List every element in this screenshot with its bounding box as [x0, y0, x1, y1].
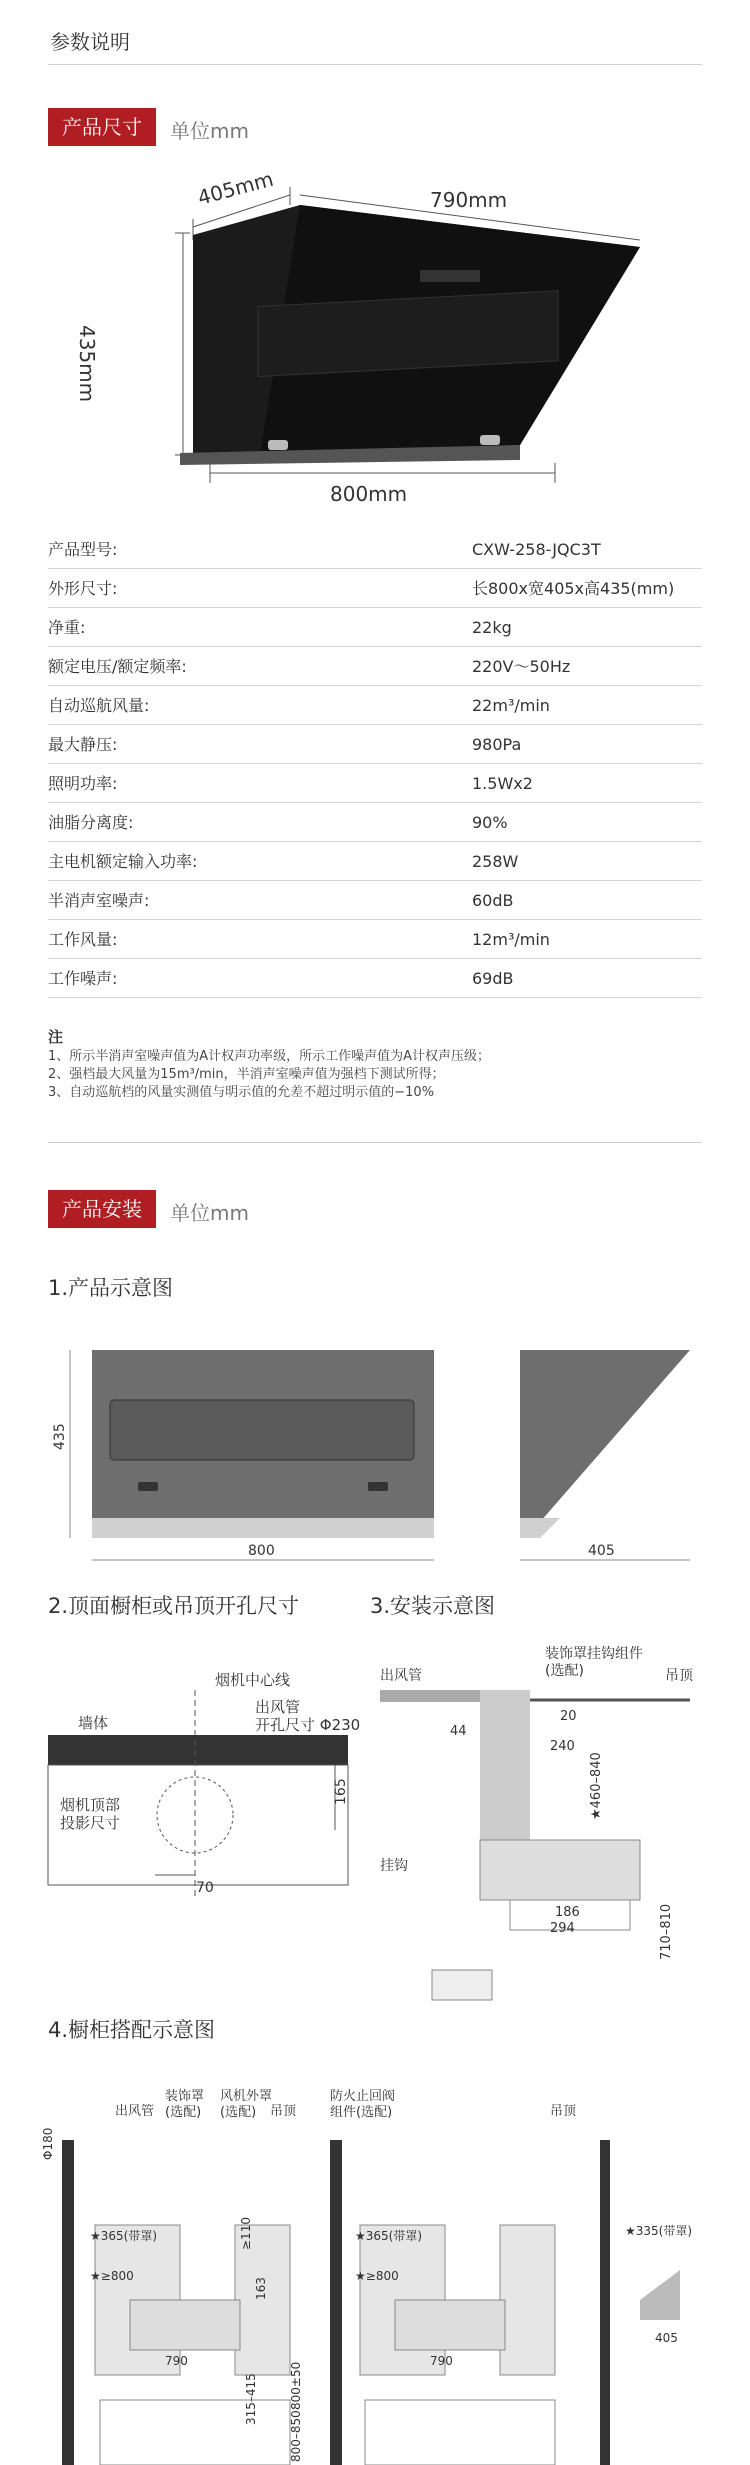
- product-dimension-figure: [0, 165, 750, 515]
- spec-row: 工作噪声: 69dB: [48, 959, 702, 998]
- svg-text:≥110: ≥110: [239, 2217, 253, 2250]
- svg-text:吊顶: 吊顶: [270, 2104, 297, 2119]
- spec-row: 工作风量: 12m³/min: [48, 920, 702, 959]
- svg-text:出风管: 出风管: [115, 2104, 155, 2119]
- figure-title: 2.顶面橱柜或吊顶开孔尺寸: [48, 1594, 300, 1618]
- svg-text:(选配): (选配): [545, 1663, 584, 1679]
- spec-row: 自动巡航风量: 22m³/min: [48, 686, 702, 725]
- spec-row: 照明功率: 1.5Wx2: [48, 764, 702, 803]
- spec-row: 半消声室噪声: 60dB: [48, 881, 702, 920]
- product-schematic: [0, 1330, 750, 1570]
- svg-text:★≥800: ★≥800: [90, 2269, 134, 2283]
- page-title: 参数说明: [50, 30, 130, 54]
- svg-text:163: 163: [254, 2277, 268, 2300]
- svg-text:★460–840: ★460–840: [589, 1752, 604, 1820]
- dim-405: 405: [588, 1543, 615, 1559]
- svg-text:组件(选配): 组件(选配): [330, 2105, 393, 2120]
- spec-row: 油脂分离度: 90%: [48, 803, 702, 842]
- svg-text:165: 165: [333, 1778, 349, 1805]
- spec-row: 产品型号: CXW-258-JQC3T: [48, 530, 702, 569]
- note-line: 2、强档最大风量为15m³/min，半消声室噪声值为强档下测试所得；: [48, 1067, 445, 1082]
- svg-text:开孔尺寸 Φ230: 开孔尺寸 Φ230: [255, 1716, 361, 1734]
- svg-text:装饰罩: 装饰罩: [165, 2089, 205, 2104]
- light-right: [480, 435, 500, 445]
- svg-text:(选配): (选配): [220, 2105, 257, 2120]
- svg-text:装饰罩挂钩组件: 装饰罩挂钩组件: [545, 1646, 643, 1662]
- svg-text:800–850: 800–850: [289, 2410, 303, 2462]
- svg-text:出风管: 出风管: [255, 1698, 301, 1716]
- svg-text:投影尺寸: 投影尺寸: [60, 1814, 121, 1832]
- divider: [48, 1142, 702, 1143]
- svg-text:墙体: 墙体: [78, 1714, 109, 1732]
- svg-text:挂钩: 挂钩: [380, 1858, 408, 1874]
- install-figure: [370, 1630, 710, 2010]
- spec-row: 外形尺寸: 长800x宽405x高435(mm): [48, 569, 702, 608]
- svg-text:240: 240: [550, 1739, 575, 1754]
- svg-text:44: 44: [450, 1724, 467, 1739]
- svg-text:315–415: 315–415: [244, 2373, 258, 2425]
- dim-800: 800: [248, 1543, 275, 1559]
- svg-text:405: 405: [655, 2331, 678, 2345]
- wall: [48, 1735, 348, 1765]
- svg-text:防火止回阀: 防火止回阀: [330, 2089, 396, 2104]
- svg-text:吊顶: 吊顶: [665, 1668, 693, 1684]
- svg-text:烟机顶部: 烟机顶部: [60, 1796, 121, 1814]
- note-line: 1、所示半消声室噪声值为A计权声功率级，所示工作噪声值为A计权声压级；: [48, 1049, 491, 1064]
- light-left: [268, 440, 288, 450]
- svg-text:★335(带罩): ★335(带罩): [625, 2224, 693, 2238]
- svg-text:790: 790: [430, 2354, 453, 2368]
- svg-text:(选配): (选配): [165, 2105, 202, 2120]
- spec-row: 额定电压/额定频率: 220V～50Hz: [48, 647, 702, 686]
- svg-text:70: 70: [196, 1880, 214, 1896]
- svg-text:烟机中心线: 烟机中心线: [215, 1671, 291, 1689]
- svg-text:★365(带罩): ★365(带罩): [90, 2229, 158, 2243]
- figure-title: 3.安装示意图: [370, 1594, 496, 1618]
- side-view: [520, 1350, 690, 1522]
- svg-text:294: 294: [550, 1921, 575, 1936]
- dim-depth: 405mm: [195, 166, 276, 210]
- unit-label: 单位mm: [170, 1201, 249, 1225]
- svg-text:风机外罩: 风机外罩: [220, 2089, 273, 2104]
- svg-text:Φ180: Φ180: [41, 2127, 55, 2160]
- divider: [48, 64, 702, 65]
- svg-text:出风管: 出风管: [380, 1668, 422, 1684]
- svg-text:★≥800: ★≥800: [355, 2269, 399, 2283]
- unit-label: 单位mm: [170, 119, 249, 143]
- svg-text:790: 790: [165, 2354, 188, 2368]
- cabinet-figure: [0, 2060, 750, 2465]
- notes-title: 注: [48, 1028, 64, 1046]
- section-tag-install: 产品安装: [48, 1190, 156, 1228]
- note-line: 3、自动巡航档的风量实测值与明示值的允差不超过明示值的−10%: [48, 1085, 435, 1100]
- cutout-figure: [0, 1630, 370, 1930]
- spec-row: 最大静压: 980Pa: [48, 725, 702, 764]
- svg-text:吊顶: 吊顶: [550, 2104, 577, 2119]
- section-tag-size: 产品尺寸: [48, 108, 156, 146]
- svg-text:710–810: 710–810: [659, 1903, 674, 1960]
- svg-text:800±50: 800±50: [289, 2361, 303, 2410]
- dim-width-bottom: 800mm: [330, 482, 408, 506]
- figure-title: 4.橱柜搭配示意图: [48, 2018, 216, 2042]
- spec-row: 净重: 22kg: [48, 608, 702, 647]
- svg-text:186: 186: [555, 1905, 580, 1920]
- figure-title: 1.产品示意图: [48, 1276, 174, 1300]
- dim-height: 435mm: [75, 325, 99, 403]
- svg-text:20: 20: [560, 1709, 577, 1724]
- dim-width-top: 790mm: [430, 188, 508, 212]
- dim-435: 435: [52, 1423, 68, 1450]
- svg-text:★365(带罩): ★365(带罩): [355, 2229, 423, 2243]
- spec-row: 主电机额定输入功率: 258W: [48, 842, 702, 881]
